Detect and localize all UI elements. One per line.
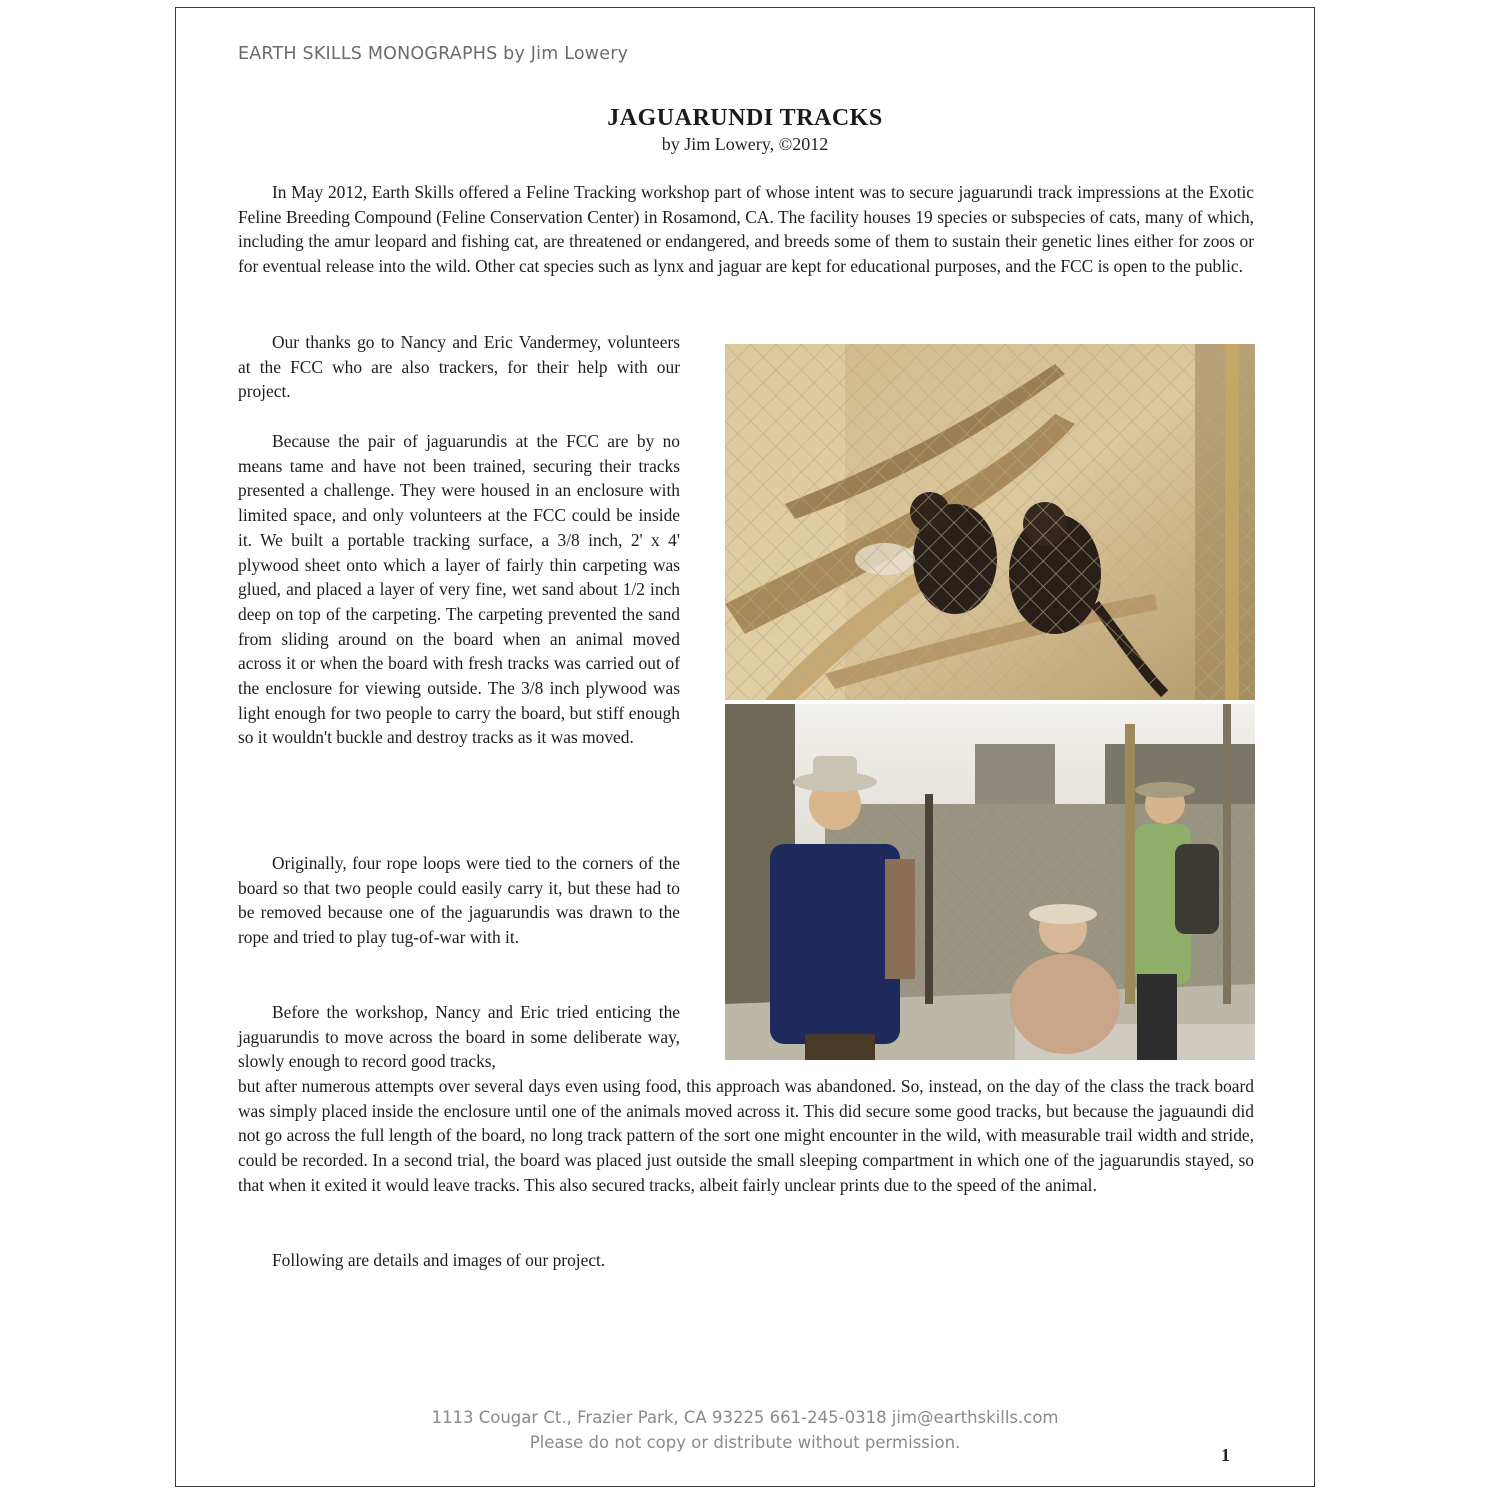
paragraph-intro: In May 2012, Earth Skills offered a Feline Tracking workshop part of whose intent was to secure jaguarundi track impressions at the Exotic Feline Breeding Compound (Feline Conservation Center) in Rosamond, CA. The facility houses 19 species or subspecies of cats, many of which, including the amur leopard and fishing cat, are threatened or endangered, and breeds some of them to sustain their genetic lines either for zoos or for eventual release into the wild. Other cat species such as lynx and jaguar are kept for educational purposes, and the FCC is open to the public. — [238, 182, 1254, 277]
footer-notice: Please do not copy or distribute without permission. — [529, 1433, 961, 1452]
visitors-at-enclosure-photo — [725, 704, 1255, 1060]
paragraph-following: Following are details and images of our project. — [272, 1250, 606, 1270]
article-title: JAGUARUNDI TRACKS — [607, 105, 883, 131]
paragraph-challenge: Because the pair of jaguarundis at the FCC are by no means tame and have not been trained, securing their tracks presented a challenge. They were housed in an enclosure with limited space, and only volunteers at the FCC could be inside it. We built a portable tracking surface, a 3/8 inch, 2' x 4' plywood sheet onto which a layer of fairly thin carpeting was glued, and placed a layer of very fine, wet sand about 1/2 inch deep on top of the carpeting. The carpeting prevented the sand from sliding around on the board when an animal moved across it or when the board with fresh tracks was carried out of the enclosure for viewing outside. The 3/8 inch plywood was light enough for two people to carry the board, but stiff enough so it wouldn't buckle and destroy tracks as it was moved. — [238, 431, 680, 748]
page-footer — [176, 1405, 1314, 1455]
jaguarundi-enclosure-photo — [725, 344, 1255, 700]
document-page — [175, 7, 1315, 1487]
paragraph-thanks: Our thanks go to Nancy and Eric Vandermey, volunteers at the FCC who are also trackers, for their help with our project. — [238, 332, 680, 402]
running-head: EARTH SKILLS MONOGRAPHS by Jim Lowery — [238, 44, 629, 64]
paragraph-rope-loops: Originally, four rope loops were tied to the corners of the board so that two people could easily carry it, but these had to be removed because one of the jaguarundis was drawn to the rope and tried to play tug-of-war with it. — [238, 853, 680, 948]
paragraph-enticing: Before the workshop, Nancy and Eric tried enticing the jaguarundis to move across the board in some deliberate way, slowly enough to record good tracks, — [238, 1002, 680, 1072]
article-byline: by Jim Lowery, ©2012 — [661, 134, 829, 154]
footer-address: 1113 Cougar Ct., Frazier Park, CA 93225 661-245-0318 jim@earthskills.com — [431, 1408, 1059, 1427]
page-number: 1 — [1221, 1445, 1230, 1465]
paragraph-enticing-continued: but after numerous attempts over several days even using food, this approach was abandoned. So, instead, on the day of the class the track board was simply placed inside the enclosure until one of the animals moved across it. This did secure some good tracks, but because the jaguaundi did not go across the full length of the board, no long track pattern of the sort one might encounter in the wild, with measurable trail width and stride, could be recorded. In a second trial, the board was placed just outside the small sleeping compartment in which one of the jaguarundis stayed, so that when it exited it would leave tracks. This also secured tracks, albeit fairly unclear prints due to the speed of the animal. — [238, 1076, 1254, 1195]
title-block — [176, 104, 1314, 156]
